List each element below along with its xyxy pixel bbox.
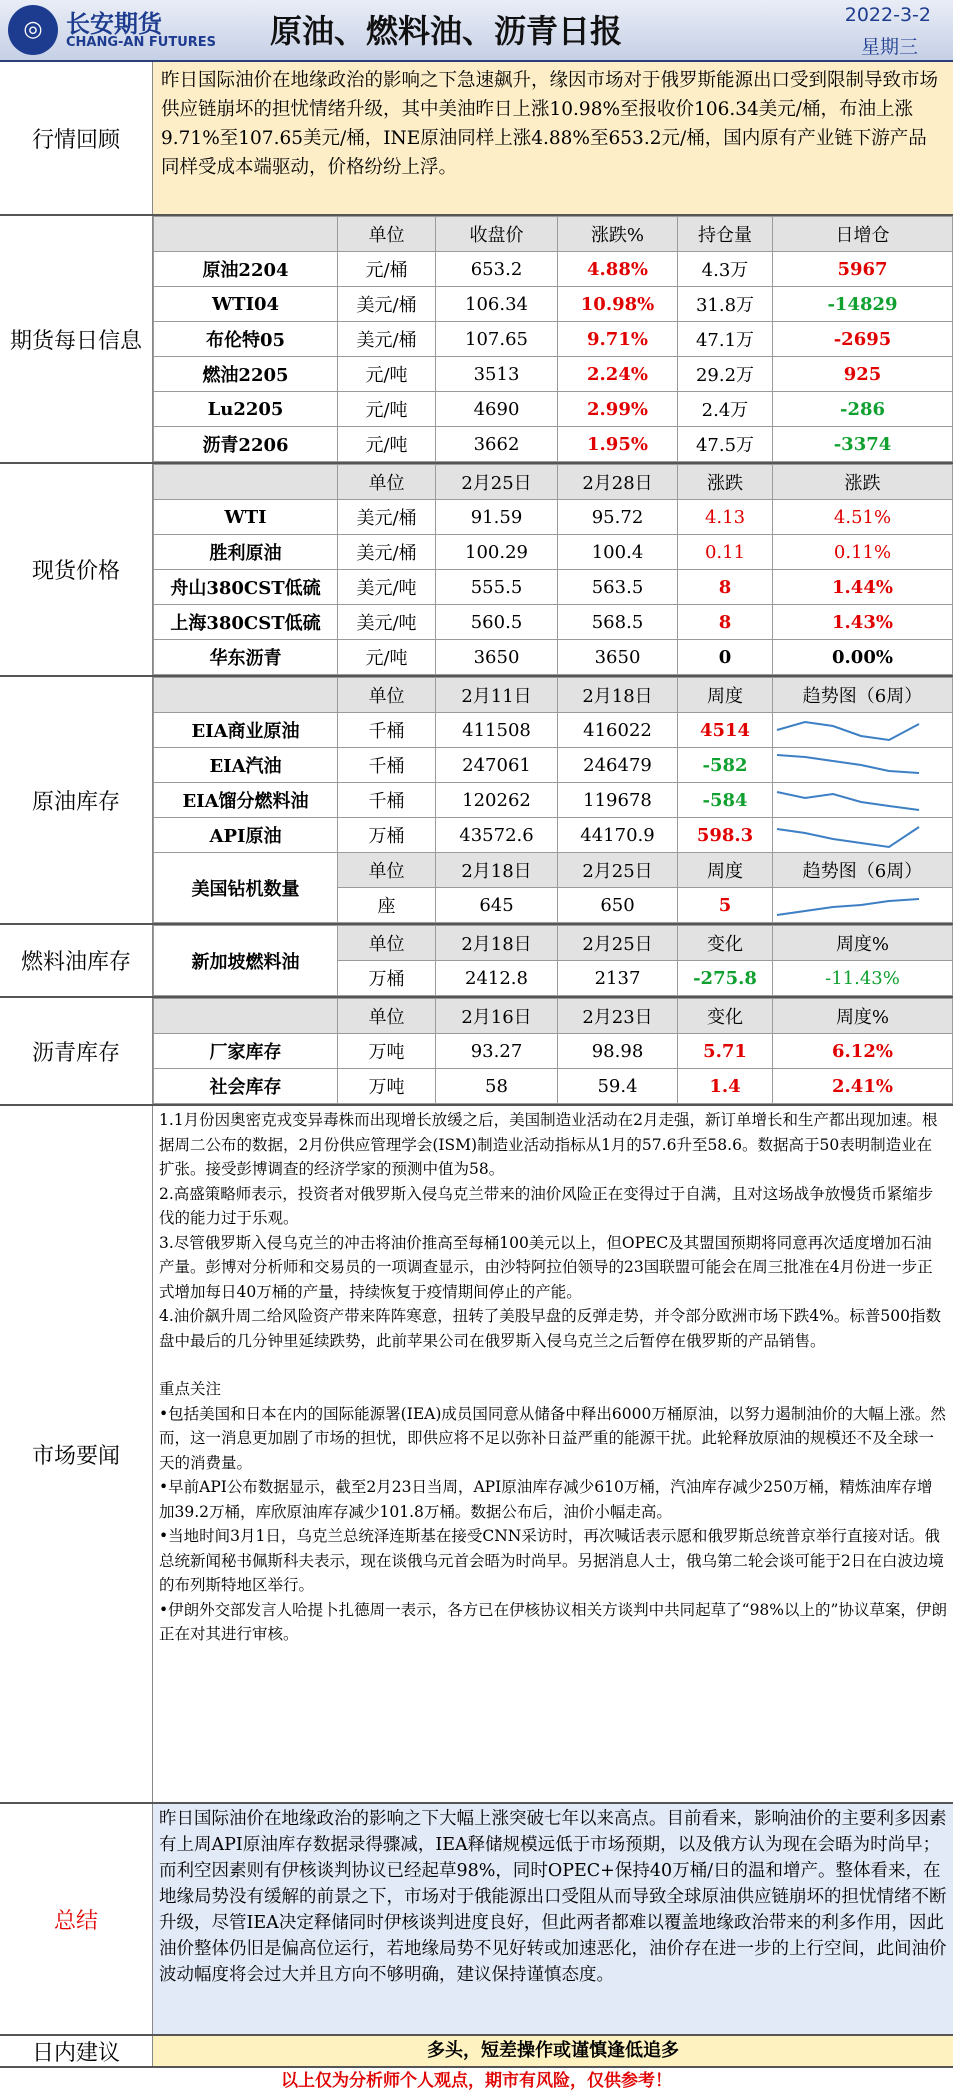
weekly-change-cell: 5 [678,888,773,923]
futures-header-cell: 收盘价 [436,217,558,252]
unit-cell: 美元/吨 [338,605,436,640]
spot-header-cell: 单位 [338,465,436,500]
news-bullet: •伊朗外交部发言人哈提卜扎德周一表示，各方已在伊核协议相关方谈判中共同起草了“98%以上的”协议草案，伊朗正在对其进行审核。 [159,1600,947,1643]
weekly-change-cell: 598.3 [678,818,773,853]
unit-cell: 座 [338,888,436,923]
key-focus-heading: 重点关注 [159,1380,222,1398]
rig-header-cell: 单位 [338,853,436,888]
crude-stock-table [153,677,953,923]
unit-cell: 千桶 [338,783,436,818]
rig-value-cell: 645 [436,888,558,923]
rig-header-cell: 趋势图（6周） [773,853,953,888]
trend-sparkline [773,819,923,851]
unit-cell: 元/吨 [338,392,436,427]
table-row [154,1034,953,1069]
news-bullet: •当地时间3月1日，乌克兰总统泽连斯基在接受CNN采访时，再次喊话表示愿和俄罗斯总统普京举行直接对话。俄总统新闻秘书佩斯科夫表示，现在谈俄乌元首会晤为时尚早。另据消息人士，俄乌第二轮会谈可能于2日在白波边境的布列斯特地区举行。 [159,1527,944,1594]
change-pct-cell: 1.44% [773,570,953,605]
asphalt-header-cell: 周度% [773,999,953,1034]
asphalt-header-cell [154,999,338,1034]
spot-name: 华东沥青 [154,640,338,675]
futures-header-cell: 日增仓 [773,217,953,252]
change-pct-cell: -11.43% [773,961,953,996]
open-interest-cell: 47.5万 [678,427,773,462]
spot-header-row [154,465,953,500]
fuel-header-cell: 单位 [338,926,436,961]
unit-cell: 千桶 [338,748,436,783]
brand-name-en: CHANG-AN FUTURES [66,35,217,50]
unit-cell: 美元/吨 [338,570,436,605]
disclaimer: 以上仅为分析师个人观点，期市有风险，仅供参考！ [281,2071,672,2091]
change-pct-cell: 9.71% [558,322,678,357]
daily-add-cell: -14829 [773,287,953,322]
news-section [0,1106,953,1804]
change-cell: 0 [678,640,773,675]
fuel-header-cell: 变化 [678,926,773,961]
trend-cell [773,783,953,818]
table-row [154,500,953,535]
fuel-stock-section [0,925,953,998]
change-pct-cell: 10.98% [558,287,678,322]
rig-header-row [154,853,953,888]
change-pct-cell: 0.00% [773,640,953,675]
crude-stock-label: 原油库存 [0,677,153,923]
table-row [154,392,953,427]
contract-name: 沥青2206 [154,427,338,462]
news-bullet: •早前API公布数据显示，截至2月23日当周，API原油库存减少610万桶，汽油库存减少250万桶，精炼油库存增加39.2万桶，库欣原油库存减少101.8万桶。数据公布后，油价小幅走高。 [159,1478,933,1521]
table-row [154,605,953,640]
price-cell: 100.29 [436,535,558,570]
unit-cell: 万吨 [338,1069,436,1104]
news-paragraph [159,1353,947,1377]
review-section [0,62,953,216]
close-cell: 4690 [436,392,558,427]
unit-cell: 元/桶 [338,252,436,287]
stock-name: API原油 [154,818,338,853]
asphalt-name: 厂家库存 [154,1034,338,1069]
news-bullet: •包括美国和日本在内的国际能源署(IEA)成员国同意从储备中释出6000万桶原油，以努力遏制油价的大幅上涨。然而，这一消息更加剧了市场的担忧，即供应将不足以弥补日益严重的能源干扰。此轮释放原油的规模还不及全球一天的消费量。 [159,1404,946,1472]
rig-header-cell: 周度 [678,853,773,888]
change-cell: 1.4 [678,1069,773,1104]
report-header [0,0,953,62]
stock-value-cell: 411508 [436,713,558,748]
table-row [154,252,953,287]
summary-text: 昨日国际油价在地缘政治的影响之下大幅上涨突破七年以来高点。目前看来，影响油价的主要利多因素有上周API原油库存数据录得骤减，IEA释储规模远低于市场预期，以及俄方认为现在会晤为时尚早；而利空因素则有伊核谈判协议已经起草98%，同时OPEC+保持40万桶/日的温和增产。整体看来，在地缘局势没有缓解的前景之下，市场对于俄能源出口受阻从而导致全球原油供应链崩坏的担忧情绪不断升级，尽管IEA决定释储同时伊核谈判进度良好，但此两者都难以覆盖地缘政治带来的利多作用，因此油价整体仍旧是偏高位运行，若地缘局势不见好转或加速恶化，油价存在进一步的上行空间，此间油价波动幅度将会过大并且方向不够明确，建议保持谨慎态度。 [153,1804,953,2034]
trend-cell [773,713,953,748]
unit-cell: 美元/桶 [338,322,436,357]
price-cell: 563.5 [558,570,678,605]
stock-value-cell: 44170.9 [558,818,678,853]
contract-name: 布伦特05 [154,322,338,357]
brand-name-cn: 长安期货 [66,10,162,38]
change-pct-cell: 1.95% [558,427,678,462]
spot-table [153,464,953,675]
change-pct-cell: 1.43% [773,605,953,640]
change-cell: 0.11 [678,535,773,570]
change-pct-cell: 2.99% [558,392,678,427]
trend-cell [773,818,953,853]
stock-value-cell: 246479 [558,748,678,783]
change-pct-cell: 2.24% [558,357,678,392]
price-cell: 100.4 [558,535,678,570]
stock-header-row [154,678,953,713]
table-row [154,357,953,392]
futures-header-cell: 涨跌% [558,217,678,252]
summary-section [0,1804,953,2036]
table-row [154,535,953,570]
spot-label: 现货价格 [0,464,153,675]
daily-add-cell: -2695 [773,322,953,357]
contract-name: WTI04 [154,287,338,322]
report-date: 2022-3-2 [844,4,931,26]
change-pct-cell: 2.41% [773,1069,953,1104]
futures-header-cell: 持仓量 [678,217,773,252]
weekly-change-cell: -584 [678,783,773,818]
fuel-value-cell: 2412.8 [436,961,558,996]
stock-value-cell: 43572.6 [436,818,558,853]
unit-cell: 元/吨 [338,640,436,675]
contract-name: Lu2205 [154,392,338,427]
unit-cell: 美元/桶 [338,500,436,535]
fuel-stock-table [153,925,953,996]
asphalt-stock-section [0,998,953,1106]
rig-header-cell: 2月25日 [558,853,678,888]
open-interest-cell: 47.1万 [678,322,773,357]
table-row [154,1069,953,1104]
close-cell: 3513 [436,357,558,392]
close-cell: 106.34 [436,287,558,322]
trend-cell [773,888,953,923]
spot-section [0,464,953,677]
news-paragraph: 3.尽管俄罗斯入侵乌克兰的冲击将油价推高至每桶100美元以上，但OPEC及其盟国预期将同意再次适度增加石油产量。彭博对分析师和交易员的一项调查显示，由沙特阿拉伯领导的23国联盟可能会在周三批准在4月份进一步正式增加每日40万桶的产量，持续恢复于疫情期间停止的产能。 [159,1233,933,1301]
futures-header-cell [154,217,338,252]
spot-header-cell: 涨跌 [773,465,953,500]
asphalt-value-cell: 93.27 [436,1034,558,1069]
unit-cell: 千桶 [338,713,436,748]
open-interest-cell: 31.8万 [678,287,773,322]
stock-value-cell: 416022 [558,713,678,748]
summary-label: 总结 [0,1804,153,2034]
fuel-header-row [154,926,953,961]
unit-cell: 万桶 [338,818,436,853]
asphalt-header-cell: 2月23日 [558,999,678,1034]
fuel-header-cell: 周度% [773,926,953,961]
daily-add-cell: -286 [773,392,953,427]
crude-stock-section [0,677,953,925]
news-paragraph: 4.油价飙升周二给风险资产带来阵阵寒意，扭转了美股早盘的反弹走势，并令部分欧洲市场下跌4%。标普500指数盘中最后的几分钟里延续跌势，此前苹果公司在俄罗斯入侵乌克兰之后暂停在俄罗斯的产品销售。 [159,1307,941,1350]
table-row [154,287,953,322]
stock-value-cell: 120262 [436,783,558,818]
table-row [154,570,953,605]
table-row [154,322,953,357]
futures-header-row [154,217,953,252]
stock-header-cell: 2月18日 [558,678,678,713]
company-logo: ◎ [8,5,58,55]
weekly-change-cell: 4514 [678,713,773,748]
table-row [154,427,953,462]
news-paragraph: 2.高盛策略师表示，投资者对俄罗斯入侵乌克兰带来的油价风险正在变得过于自满，且对这场战争放慢货币紧缩步伐的能力过于乐观。 [159,1184,934,1227]
contract-name: 燃油2205 [154,357,338,392]
unit-cell: 美元/桶 [338,287,436,322]
news-body [153,1106,953,1802]
spot-name: 舟山380CST低硫 [154,570,338,605]
close-cell: 107.65 [436,322,558,357]
advice-label: 日内建议 [0,2036,153,2066]
trend-cell [773,748,953,783]
open-interest-cell: 2.4万 [678,392,773,427]
unit-cell: 万桶 [338,961,436,996]
weekly-change-cell: -582 [678,748,773,783]
trend-sparkline [773,749,923,781]
futures-section [0,216,953,464]
fuel-value-cell: 2137 [558,961,678,996]
stock-name: EIA汽油 [154,748,338,783]
change-pct-cell: 4.88% [558,252,678,287]
report-title: 原油、燃料油、沥青日报 [270,12,623,50]
spot-header-cell: 2月28日 [558,465,678,500]
price-cell: 3650 [558,640,678,675]
open-interest-cell: 4.3万 [678,252,773,287]
change-cell: -275.8 [678,961,773,996]
stock-header-cell: 趋势图（6周） [773,678,953,713]
contract-name: 原油2204 [154,252,338,287]
spot-header-cell: 2月25日 [436,465,558,500]
asphalt-value-cell: 59.4 [558,1069,678,1104]
daily-add-cell: 5967 [773,252,953,287]
stock-header-cell [154,678,338,713]
review-label: 行情回顾 [0,62,153,214]
rig-value-cell: 650 [558,888,678,923]
asphalt-stock-label: 沥青库存 [0,998,153,1104]
table-row [154,748,953,783]
spot-name: WTI [154,500,338,535]
table-row [154,713,953,748]
asphalt-header-cell: 2月16日 [436,999,558,1034]
stock-header-cell: 2月11日 [436,678,558,713]
spot-name: 胜利原油 [154,535,338,570]
asphalt-value-cell: 58 [436,1069,558,1104]
price-cell: 91.59 [436,500,558,535]
review-text: 昨日国际油价在地缘政治的影响之下急速飙升，缘因市场对于俄罗斯能源出口受到限制导致市场供应链崩坏的担忧情绪升级，其中美油昨日上涨10.98%至报收价106.34美元/桶，布油上涨9.71%至107.65美元/桶，INE原油同样上涨4.88%至653.2元/桶，国内原有产业链下游产品同样受成本端驱动，价格纷纷上浮。 [153,62,953,214]
unit-cell: 美元/桶 [338,535,436,570]
price-cell: 568.5 [558,605,678,640]
asphalt-value-cell: 98.98 [558,1034,678,1069]
news-paragraph: 1.1月份因奥密克戎变异毒株而出现增长放缓之后，美国制造业活动在2月走强，新订单增长和生产都出现加速。根据周二公布的数据，2月份供应管理学会(ISM)制造业活动指标从1月的57.6升至58.6。数据高于50表明制造业在扩张。接受彭博调查的经济学家的预测中值为58。 [159,1111,938,1178]
price-cell: 95.72 [558,500,678,535]
futures-label: 期货每日信息 [0,216,153,462]
price-cell: 555.5 [436,570,558,605]
futures-header-cell: 单位 [338,217,436,252]
price-cell: 3650 [436,640,558,675]
price-cell: 560.5 [436,605,558,640]
close-cell: 3662 [436,427,558,462]
trend-sparkline [773,889,923,921]
table-row [154,783,953,818]
fuel-name: 新加坡燃料油 [154,926,338,996]
unit-cell: 万吨 [338,1034,436,1069]
fuel-header-cell: 2月25日 [558,926,678,961]
spot-name: 上海380CST低硫 [154,605,338,640]
fuel-header-cell: 2月18日 [436,926,558,961]
trend-sparkline [773,784,923,816]
daily-add-cell: -3374 [773,427,953,462]
change-pct-cell: 0.11% [773,535,953,570]
rig-count-name: 美国钻机数量 [154,853,338,923]
stock-header-cell: 周度 [678,678,773,713]
stock-value-cell: 247061 [436,748,558,783]
table-row [154,818,953,853]
asphalt-header-cell: 单位 [338,999,436,1034]
change-cell: 5.71 [678,1034,773,1069]
futures-table [153,216,953,462]
unit-cell: 元/吨 [338,427,436,462]
change-cell: 4.13 [678,500,773,535]
stock-name: EIA馏分燃料油 [154,783,338,818]
advice-section [0,2036,953,2068]
news-label: 市场要闻 [0,1106,153,1802]
spot-header-cell [154,465,338,500]
fuel-stock-label: 燃料油库存 [0,925,153,996]
stock-value-cell: 119678 [558,783,678,818]
close-cell: 653.2 [436,252,558,287]
advice-text: 多头，短差操作或谨慎逢低追多 [153,2036,953,2066]
rig-header-cell: 2月18日 [436,853,558,888]
stock-header-cell: 单位 [338,678,436,713]
unit-cell: 元/吨 [338,357,436,392]
trend-sparkline [773,714,923,746]
asphalt-stock-table [153,998,953,1104]
table-row [154,640,953,675]
spot-header-cell: 涨跌 [678,465,773,500]
change-cell: 8 [678,605,773,640]
open-interest-cell: 29.2万 [678,357,773,392]
asphalt-header-row [154,999,953,1034]
change-pct-cell: 4.51% [773,500,953,535]
stock-name: EIA商业原油 [154,713,338,748]
asphalt-name: 社会库存 [154,1069,338,1104]
change-pct-cell: 6.12% [773,1034,953,1069]
daily-add-cell: 925 [773,357,953,392]
asphalt-header-cell: 变化 [678,999,773,1034]
change-cell: 8 [678,570,773,605]
report-weekday: 星期三 [860,36,918,58]
